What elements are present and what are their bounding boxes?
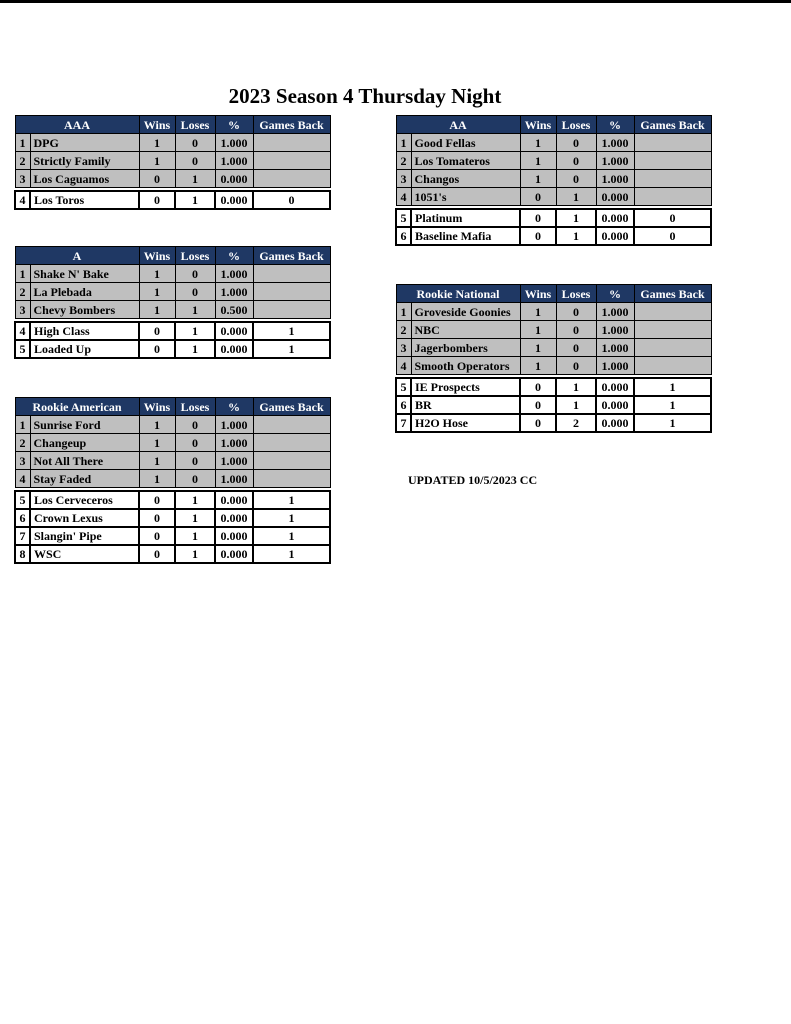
loses-cell: 0 <box>175 452 215 470</box>
header-row-a <box>15 247 330 265</box>
division-title-rookie-national: Rookie National <box>396 285 520 303</box>
team-name-cell: 1051's <box>411 188 520 206</box>
wins-cell: 1 <box>520 357 556 375</box>
games-back-cell: 1 <box>634 378 711 396</box>
division-title-a: A <box>15 247 139 265</box>
column-header-: % <box>215 398 253 416</box>
pct-cell: 0.000 <box>596 414 634 432</box>
pct-cell: 0.000 <box>596 396 634 414</box>
loses-cell: 0 <box>556 339 596 357</box>
rank-cell: 1 <box>396 303 411 321</box>
rank-cell: 3 <box>15 170 30 188</box>
rank-cell: 2 <box>396 152 411 170</box>
team-name-cell: Sunrise Ford <box>30 416 139 434</box>
loses-cell: 1 <box>175 527 215 545</box>
wins-cell: 0 <box>139 509 175 527</box>
team-name-cell: Stay Faded <box>30 470 139 488</box>
wins-cell: 0 <box>139 322 175 340</box>
standings-section-aaa <box>14 115 331 210</box>
loses-cell: 0 <box>175 283 215 301</box>
team-name-cell: Los Caguamos <box>30 170 139 188</box>
games-back-cell <box>634 321 711 339</box>
team-name-cell: BR <box>411 396 520 414</box>
standings-section-aa <box>395 115 712 246</box>
rank-cell: 3 <box>396 339 411 357</box>
wins-cell: 0 <box>520 396 556 414</box>
column-header-: % <box>215 247 253 265</box>
pct-cell: 1.000 <box>596 303 634 321</box>
games-back-cell <box>253 134 330 152</box>
loses-cell: 0 <box>556 321 596 339</box>
pct-cell: 1.000 <box>215 470 253 488</box>
wins-cell: 0 <box>520 188 556 206</box>
pct-cell: 0.000 <box>215 170 253 188</box>
team-row-sunrise-ford <box>15 416 330 434</box>
games-back-cell <box>253 170 330 188</box>
column-header-loses: Loses <box>175 247 215 265</box>
loses-cell: 2 <box>556 414 596 432</box>
games-back-cell: 1 <box>253 491 330 509</box>
team-row-wsc <box>15 545 330 563</box>
rank-cell: 2 <box>15 283 30 301</box>
loses-cell: 1 <box>556 378 596 396</box>
column-header-loses: Loses <box>556 285 596 303</box>
team-row-slangin-pipe <box>15 527 330 545</box>
page-top-edge <box>0 0 791 3</box>
pct-cell: 0.000 <box>215 191 253 209</box>
rank-cell: 2 <box>396 321 411 339</box>
team-name-cell: Loaded Up <box>30 340 139 358</box>
rank-cell: 1 <box>15 134 30 152</box>
games-back-cell <box>253 152 330 170</box>
team-row-changeup <box>15 434 330 452</box>
games-back-cell <box>253 301 330 319</box>
wins-cell: 1 <box>520 134 556 152</box>
rank-cell: 6 <box>396 396 411 414</box>
rank-cell: 4 <box>15 191 30 209</box>
rank-cell: 7 <box>15 527 30 545</box>
wins-cell: 0 <box>139 340 175 358</box>
column-header-: % <box>596 285 634 303</box>
pct-cell: 0.000 <box>215 527 253 545</box>
pct-cell: 0.000 <box>596 227 634 245</box>
standings-section-a <box>14 246 331 359</box>
games-back-cell: 0 <box>634 209 711 227</box>
team-name-cell: Changos <box>411 170 520 188</box>
wins-cell: 0 <box>139 527 175 545</box>
games-back-cell: 1 <box>253 545 330 563</box>
team-name-cell: Crown Lexus <box>30 509 139 527</box>
wins-cell: 1 <box>139 152 175 170</box>
games-back-cell <box>253 434 330 452</box>
team-row-strictly-family <box>15 152 330 170</box>
rank-cell: 4 <box>15 470 30 488</box>
rank-cell: 8 <box>15 545 30 563</box>
games-back-cell <box>253 416 330 434</box>
rank-cell: 5 <box>15 491 30 509</box>
wins-cell: 1 <box>139 434 175 452</box>
team-name-cell: IE Prospects <box>411 378 520 396</box>
header-row-aaa <box>15 116 330 134</box>
team-row-jagerbombers <box>396 339 711 357</box>
games-back-cell <box>253 283 330 301</box>
wins-cell: 1 <box>139 265 175 283</box>
pct-cell: 1.000 <box>215 416 253 434</box>
team-row-1051-s <box>396 188 711 206</box>
wins-cell: 1 <box>520 152 556 170</box>
page-title: 2023 Season 4 Thursday Night <box>228 84 502 109</box>
updated-note: UPDATED 10/5/2023 CC <box>408 473 538 487</box>
column-header-wins: Wins <box>520 285 556 303</box>
team-name-cell: Good Fellas <box>411 134 520 152</box>
wins-cell: 1 <box>139 283 175 301</box>
team-name-cell: Smooth Operators <box>411 357 520 375</box>
pct-cell: 0.000 <box>596 378 634 396</box>
standings-table-rookie-american <box>14 397 331 564</box>
rank-cell: 5 <box>15 340 30 358</box>
column-header-games-back: Games Back <box>253 247 330 265</box>
column-header-games-back: Games Back <box>634 116 711 134</box>
rank-cell: 3 <box>396 170 411 188</box>
pct-cell: 1.000 <box>596 152 634 170</box>
wins-cell: 1 <box>520 321 556 339</box>
team-row-dpg <box>15 134 330 152</box>
team-name-cell: Jagerbombers <box>411 339 520 357</box>
loses-cell: 0 <box>175 265 215 283</box>
rank-cell: 7 <box>396 414 411 432</box>
loses-cell: 0 <box>175 470 215 488</box>
pct-cell: 0.000 <box>215 491 253 509</box>
rank-cell: 5 <box>396 378 411 396</box>
rank-cell: 1 <box>15 416 30 434</box>
team-row-ie-prospects <box>396 378 711 396</box>
pct-cell: 0.000 <box>215 340 253 358</box>
games-back-cell: 0 <box>634 227 711 245</box>
rank-cell: 3 <box>15 452 30 470</box>
loses-cell: 0 <box>175 134 215 152</box>
column-header-games-back: Games Back <box>253 398 330 416</box>
games-back-cell: 1 <box>253 340 330 358</box>
team-row-h2o-hose <box>396 414 711 432</box>
team-row-los-caguamos <box>15 170 330 188</box>
team-name-cell: Los Cerveceros <box>30 491 139 509</box>
games-back-cell: 0 <box>253 191 330 209</box>
team-name-cell: Baseline Mafia <box>411 227 520 245</box>
team-name-cell: Shake N' Bake <box>30 265 139 283</box>
wins-cell: 0 <box>139 191 175 209</box>
games-back-cell <box>253 452 330 470</box>
team-row-chevy-bombers <box>15 301 330 319</box>
header-row-rookie-american <box>15 398 330 416</box>
pct-cell: 1.000 <box>596 357 634 375</box>
loses-cell: 0 <box>556 303 596 321</box>
team-name-cell: DPG <box>30 134 139 152</box>
team-name-cell: NBC <box>411 321 520 339</box>
team-name-cell: Slangin' Pipe <box>30 527 139 545</box>
team-name-cell: Strictly Family <box>30 152 139 170</box>
column-header-loses: Loses <box>175 398 215 416</box>
column-header-: % <box>215 116 253 134</box>
loses-cell: 0 <box>556 134 596 152</box>
division-title-rookie-american: Rookie American <box>15 398 139 416</box>
team-name-cell: WSC <box>30 545 139 563</box>
standings-table-aaa <box>14 115 331 210</box>
rank-cell: 1 <box>396 134 411 152</box>
wins-cell: 1 <box>139 301 175 319</box>
team-name-cell: Chevy Bombers <box>30 301 139 319</box>
column-header-games-back: Games Back <box>253 116 330 134</box>
header-row-aa <box>396 116 711 134</box>
standings-section-rookie-national <box>395 284 712 433</box>
loses-cell: 0 <box>556 170 596 188</box>
pct-cell: 1.000 <box>215 434 253 452</box>
pct-cell: 0.000 <box>215 322 253 340</box>
wins-cell: 0 <box>520 227 556 245</box>
pct-cell: 1.000 <box>596 170 634 188</box>
rank-cell: 4 <box>15 322 30 340</box>
team-name-cell: Los Toros <box>30 191 139 209</box>
rank-cell: 2 <box>15 152 30 170</box>
rank-cell: 4 <box>396 357 411 375</box>
wins-cell: 0 <box>139 545 175 563</box>
wins-cell: 1 <box>139 134 175 152</box>
loses-cell: 1 <box>556 396 596 414</box>
wins-cell: 1 <box>520 339 556 357</box>
pct-cell: 1.000 <box>215 152 253 170</box>
pct-cell: 1.000 <box>215 265 253 283</box>
games-back-cell <box>634 188 711 206</box>
wins-cell: 1 <box>139 416 175 434</box>
team-row-changos <box>396 170 711 188</box>
team-row-high-class <box>15 322 330 340</box>
wins-cell: 1 <box>139 470 175 488</box>
games-back-cell <box>634 170 711 188</box>
wins-cell: 0 <box>520 414 556 432</box>
loses-cell: 1 <box>175 301 215 319</box>
loses-cell: 0 <box>175 152 215 170</box>
wins-cell: 0 <box>520 209 556 227</box>
pct-cell: 1.000 <box>215 283 253 301</box>
loses-cell: 1 <box>556 188 596 206</box>
wins-cell: 1 <box>139 452 175 470</box>
team-name-cell: Not All There <box>30 452 139 470</box>
team-name-cell: Changeup <box>30 434 139 452</box>
team-row-la-plebada <box>15 283 330 301</box>
wins-cell: 0 <box>520 378 556 396</box>
team-row-platinum <box>396 209 711 227</box>
loses-cell: 0 <box>175 434 215 452</box>
rank-cell: 3 <box>15 301 30 319</box>
pct-cell: 0.000 <box>596 188 634 206</box>
column-header-loses: Loses <box>556 116 596 134</box>
rank-cell: 1 <box>15 265 30 283</box>
division-title-aa: AA <box>396 116 520 134</box>
loses-cell: 0 <box>175 416 215 434</box>
loses-cell: 1 <box>175 191 215 209</box>
games-back-cell: 1 <box>634 396 711 414</box>
wins-cell: 0 <box>139 170 175 188</box>
pct-cell: 1.000 <box>215 134 253 152</box>
pct-cell: 0.000 <box>215 509 253 527</box>
rank-cell: 6 <box>15 509 30 527</box>
column-header-games-back: Games Back <box>634 285 711 303</box>
games-back-cell <box>634 134 711 152</box>
loses-cell: 1 <box>556 209 596 227</box>
team-name-cell: H2O Hose <box>411 414 520 432</box>
loses-cell: 1 <box>556 227 596 245</box>
games-back-cell: 1 <box>634 414 711 432</box>
rank-cell: 4 <box>396 188 411 206</box>
team-row-good-fellas <box>396 134 711 152</box>
column-header-: % <box>596 116 634 134</box>
team-row-groveside-goonies <box>396 303 711 321</box>
loses-cell: 0 <box>556 152 596 170</box>
column-header-loses: Loses <box>175 116 215 134</box>
team-row-not-all-there <box>15 452 330 470</box>
team-name-cell: Platinum <box>411 209 520 227</box>
loses-cell: 1 <box>175 322 215 340</box>
pct-cell: 0.000 <box>215 545 253 563</box>
team-row-stay-faded <box>15 470 330 488</box>
loses-cell: 1 <box>175 509 215 527</box>
column-header-wins: Wins <box>139 116 175 134</box>
rank-cell: 2 <box>15 434 30 452</box>
games-back-cell <box>634 152 711 170</box>
rank-cell: 6 <box>396 227 411 245</box>
team-name-cell: Groveside Goonies <box>411 303 520 321</box>
team-row-crown-lexus <box>15 509 330 527</box>
games-back-cell <box>634 339 711 357</box>
wins-cell: 1 <box>520 303 556 321</box>
pct-cell: 1.000 <box>596 339 634 357</box>
pct-cell: 1.000 <box>596 134 634 152</box>
division-title-aaa: AAA <box>15 116 139 134</box>
team-row-los-cerveceros <box>15 491 330 509</box>
games-back-cell <box>253 470 330 488</box>
pct-cell: 0.000 <box>596 209 634 227</box>
team-row-shake-n-bake <box>15 265 330 283</box>
team-row-br <box>396 396 711 414</box>
standings-section-rookie-american <box>14 397 331 564</box>
loses-cell: 1 <box>175 491 215 509</box>
games-back-cell <box>634 357 711 375</box>
rank-cell: 5 <box>396 209 411 227</box>
pct-cell: 0.500 <box>215 301 253 319</box>
team-row-nbc <box>396 321 711 339</box>
team-row-smooth-operators <box>396 357 711 375</box>
games-back-cell: 1 <box>253 322 330 340</box>
team-row-baseline-mafia <box>396 227 711 245</box>
standings-table-aa <box>395 115 712 246</box>
team-row-los-toros <box>15 191 330 209</box>
pct-cell: 1.000 <box>596 321 634 339</box>
games-back-cell: 1 <box>253 527 330 545</box>
team-row-loaded-up <box>15 340 330 358</box>
team-name-cell: Los Tomateros <box>411 152 520 170</box>
wins-cell: 1 <box>520 170 556 188</box>
games-back-cell <box>634 303 711 321</box>
wins-cell: 0 <box>139 491 175 509</box>
team-name-cell: High Class <box>30 322 139 340</box>
column-header-wins: Wins <box>139 398 175 416</box>
team-row-los-tomateros <box>396 152 711 170</box>
loses-cell: 1 <box>175 170 215 188</box>
games-back-cell <box>253 265 330 283</box>
standings-table-a <box>14 246 331 359</box>
loses-cell: 0 <box>556 357 596 375</box>
column-header-wins: Wins <box>139 247 175 265</box>
standings-table-rookie-national <box>395 284 712 433</box>
pct-cell: 1.000 <box>215 452 253 470</box>
header-row-rookie-national <box>396 285 711 303</box>
column-header-wins: Wins <box>520 116 556 134</box>
loses-cell: 1 <box>175 340 215 358</box>
loses-cell: 1 <box>175 545 215 563</box>
games-back-cell: 1 <box>253 509 330 527</box>
team-name-cell: La Plebada <box>30 283 139 301</box>
